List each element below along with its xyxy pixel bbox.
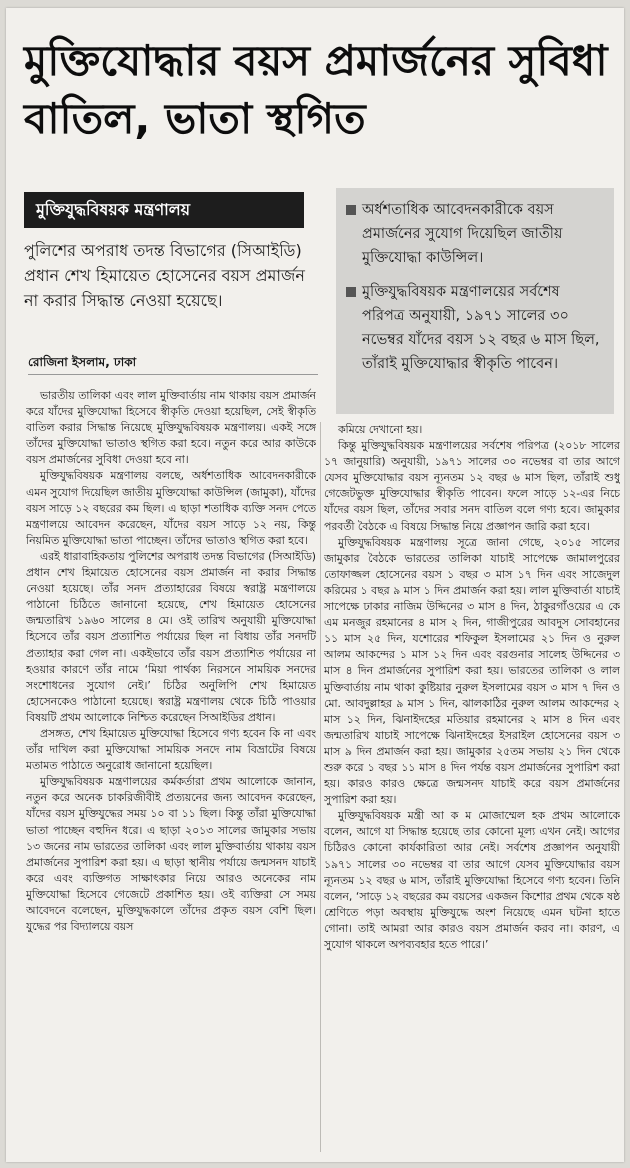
body-paragraph: কমিয়ে দেখানো হয়। [338,423,423,436]
column-divider [320,422,321,1152]
body-paragraph: মুক্তিযুদ্ধবিষয়ক মন্ত্রণালয় সূত্রে জানা গেছে, ২০১৫ সালের জামুকার বৈঠকে ভারতের তালিকা যাচাই সাপেক্ষে জামালপুরের তোফাজ্জল হোসেনের বয়স ১ বছর ৩ মাস ১৭ দিন এবং সাজেদুল করিমের ১ বছর ৯ মাস ১ দিন প্রমার্জন করা হয়। লাল মুক্তিবার্তা যাচাই সাপেক্ষে ঢাকার নাজিম উদ্দিনের ৩ মাস ৪ দিন, ঠাকুরগাঁওয়ের এ কে এম মনজুর রহমানের ৪ মাস ২ দিন, গাজীপুরের আবদুস সোবহানের ১১ মাস ২৫ দিন, যশোরের শফিকুল ইসলামের ২১ দিন ও নুরুল আলম আকন্দের ১ মাস ১২ দিন এবং বরগুনার সালেহ উদ্দিনের ৩ মাস ৪ দিন প্রমার্জনের সুপারিশ করা হয়। ভারতের তালিকা ও লাল মুক্তিবার্তায় নাম থাকা কুষ্টিয়ার নুরুল ইসলামের বয়স ৩ মাস ৭ দিন ও মো. আবদুল্লাহর ৯ মাস ১ দিন, ঝালকাঠির নুরুল আলম আকন্দের ২ মাস ১২ দিন, ঝিনাইদহের মতিয়ার রহমানের ২ মাস ৪ দিন এবং জন্মতারিখ যাচাই সাপেক্ষে ঝিনাইদহের ইসরাইল হোসেনের বয়স ৩ মাস ৯ দিন প্রমার্জন করা হয়। জামুকার ২৫তম সভায় ২১ দিন থেকে শুরু করে ১ বছর ১১ মাস ৪ দিন পর্যন্ত বয়স প্রমার্জনের সুপারিশ করা হয়। কারও কারও ক্ষেত্রে জন্মসনদ যাচাই করে বয়স প্রমার্জনের সুপারিশ করা হয়। [324,535,620,807]
body-paragraph: মুক্তিযুদ্ধবিষয়ক মন্ত্রণালয় বলছে, অর্ধশতাধিক আবেদনকারীকে এমন সুযোগ দিয়েছিল জাতীয় মুক্তিযোদ্ধা কাউন্সিল (জামুকা), যাঁদের বয়স সাড়ে ১২ বছরের কম ছিল। এ ছাড়া শতাধিক ব্যক্তি সনদ পেতে মন্ত্রণালয়ে আবেদন করেছেন, যাঁদের বয়স সাড়ে ১২ নয়, কিন্তু নিয়মিত মুক্তিযোদ্ধা ভাতা পাচ্ছেন। তাঁদের ভাতাও স্থগিত করা হবে। [26,469,316,547]
body-paragraph: মুক্তিযুদ্ধবিষয়ক মন্ত্রণালয়ের কর্মকর্তারা প্রথম আলোকে জানান, নতুন করে অনেক চাকরিজীবীই প্রত্যয়নের জন্য আবেদন করেছেন, যাঁদের বয়স মুক্তিযুদ্ধের সময় ১০ বা ১১ ছিল। কিন্তু তাঁরা মুক্তিযোদ্ধা ভাতা পাচ্ছেন বহুদিন ধরে। এ ছাড়া ২০১৩ সালের জামুকার সভায় ১৩ জনের নাম ভারতের তালিকা এবং লাল মুক্তিবার্তায় থাকায় বয়স প্রমার্জনের সুপারিশ করা হয়। এ ছাড়া স্থানীয় পর্যায়ে জন্মসনদ যাচাই করে এবং ব্যক্তিগত সাক্ষাৎকার নিয়ে আরও অনেকের নাম মুক্তিযোদ্ধা হিসেবে গেজেটে প্রকাশিত হয়। ওই ব্যক্তিরা সে সময় আবেদনে বলেছেন, মুক্তিযুদ্ধকালে তাঁদের প্রকৃত বয়স বেশি ছিল। যুদ্ধের পর বিদ্যালয়ে বয়স [26,775,316,934]
square-bullet-icon [346,205,356,215]
body-paragraph: ভারতীয় তালিকা এবং লাল মুক্তিবার্তায় নাম থাকায় বয়স প্রমার্জন করে যাঁদের মুক্তিযোদ্ধা হিসেবে স্বীকৃতি দেওয়া হয়েছিল, সেই স্বীকৃতি বাতিল করার সিদ্ধান্ত নিয়েছে মুক্তিযুদ্ধবিষয়ক মন্ত্রণালয়। একই সঙ্গে তাঁদের মুক্তিযোদ্ধা ভাতাও স্থগিত করা হবে। নতুন করে আর কাউকে বয়স প্রমার্জনের সুবিধা দেওয়া হবে না। [26,389,316,467]
body-paragraph: এরই ধারাবাহিকতায় পুলিশের অপরাধ তদন্ত বিভাগের (সিআইডি) প্রধান শেখ হিমায়েত হোসেনের বয়স প্রমার্জন না করার সিদ্ধান্ত নেওয়া হয়েছে। তাঁর সনদ প্রত্যাহারের বিষয়ে স্বরাষ্ট্র মন্ত্রণালয়ে পাঠানো চিঠিতে জানানো হয়েছে, শেখ হিমায়েত হোসেনের জন্মতারিখ ১৯৬০ সালের ৪ মে। ওই তারিখ অনুযায়ী মুক্তিযোদ্ধা হিসেবে তাঁর বয়স প্রত্যাশিত পর্যায়ের ছিল না বিধায় তাঁর সনদটি প্রত্যাহার করা গেল না। একইভাবে তাঁর বয়স প্রত্যাশিত পর্যায়ের না হওয়ার কারণে তাঁর নামে ‘মিয়া পার্থক্য নিরসনে সাময়িক সনদের সংশোধনের সুযোগ নেই।’ চিঠির অনুলিপি শেখ হিমায়েত হোসেনকেও পাঠানো হয়েছে। স্বরাষ্ট্র মন্ত্রণালয় থেকে চিঠি পাওয়ার বিষয়টি প্রথম আলোকে নিশ্চিত করেছেন সিআইডির প্রধান। [26,549,316,724]
highlight-text: মুক্তিযুদ্ধবিষয়ক মন্ত্রণালয়ের সর্বশেষ পরিপত্র অনুযায়ী, ১৯৭১ সালের ৩০ নভেম্বর যাঁদের বয়স ১২ বছর ৬ মাস ছিল, তাঁরাই মুক্তিযোদ্ধার স্বীকৃতি পাবেন। [362,284,600,372]
section-tag: মুক্তিযুদ্ধবিষয়ক মন্ত্রণালয় [24,192,304,228]
body-column-right [324,422,620,1162]
square-bullet-icon [346,287,356,297]
body-column-left [26,388,316,1158]
highlight-text: অর্ধশতাধিক আবেদনকারীকে বয়স প্রমার্জনের সুযোগ দিয়েছিল জাতীয় মুক্তিযোদ্ধা কাউন্সিল। [362,202,563,266]
newspaper-clipping [6,8,624,1162]
highlight-item [346,198,604,270]
byline: রোজিনা ইসলাম, ঢাকা [28,354,318,375]
highlight-box [336,188,614,414]
headline: মুক্তিযোদ্ধার বয়স প্রমার্জনের সুবিধা বাতিল, ভাতা স্থগিত [24,36,608,143]
body-paragraph: কিন্তু মুক্তিযুদ্ধবিষয়ক মন্ত্রণালয়ের সর্বশেষ পরিপত্র (২০১৮ সালের ১৭ জানুয়ারি) অনুযায়ী, ১৯৭১ সালের ৩০ নভেম্বর বা তার আগে যেসব মুক্তিযোদ্ধার বয়স ন্যূনতম ১২ বছর ৬ মাস ছিল, তাঁরাই শুধু গেজেটভুক্ত মুক্তিযোদ্ধার স্বীকৃতি পাবেন। ফলে সাড়ে ১২-এর নিচে যাঁদের বয়স ছিল, তাঁদের সবার সনদ বাতিল বলে গণ্য হবে। জামুকার পরবর্তী বৈঠকে এ বিষয়ে সিদ্ধান্ত নিয়ে প্রজ্ঞাপন জারি করা হবে। [324,439,620,533]
highlight-item [346,280,604,376]
body-paragraph: প্রসঙ্গত, শেখ হিমায়েত মুক্তিযোদ্ধা হিসেবে গণ্য হবেন কি না এবং তাঁর দাখিল করা মুক্তিযোদ্ধা সাময়িক সনদে নাম বিভ্রাটের বিষয়ে মতামত পাঠাতে অনুরোধ জানানো হয়েছিল। [26,726,316,773]
body-paragraph: মুক্তিযুদ্ধবিষয়ক মন্ত্রী আ ক ম মোজাম্মেল হক প্রথম আলোকে বলেন, আগে যা সিদ্ধান্ত হয়েছে তার কোনো মূল্য এখন নেই। আগের চিঠিরও কোনো কার্যকারিতা আর নেই। সর্বশেষ প্রজ্ঞাপন অনুযায়ী ১৯৭১ সালের ৩০ নভেম্বর বা তার আগে যেসব মুক্তিযোদ্ধার বয়স ন্যূনতম ১২ বছর ৬ মাস, তাঁরাই মুক্তিযোদ্ধা হিসেবে গণ্য হবেন। তিনি বলেন, ‘সাড়ে ১২ বছরের কম বয়সের একজন কিশোর প্রথম থেকে ষষ্ঠ শ্রেণিতে পড়া অবস্থায় মুক্তিযুদ্ধে অংশ নিয়েছে এমন ঘটনা হাতে গোনা। তাই আমরা আর কারও বয়স প্রমার্জন করব না। কারণ, এ সুযোগ থাকলে অপব্যবহার হতে পারে।’ [324,809,620,951]
lead-text: পুলিশের অপরাধ তদন্ত বিভাগের (সিআইডি) প্রধান শেখ হিমায়েত হোসেনের বয়স প্রমার্জন না করার সিদ্ধান্ত নেওয়া হয়েছে। [24,241,305,310]
